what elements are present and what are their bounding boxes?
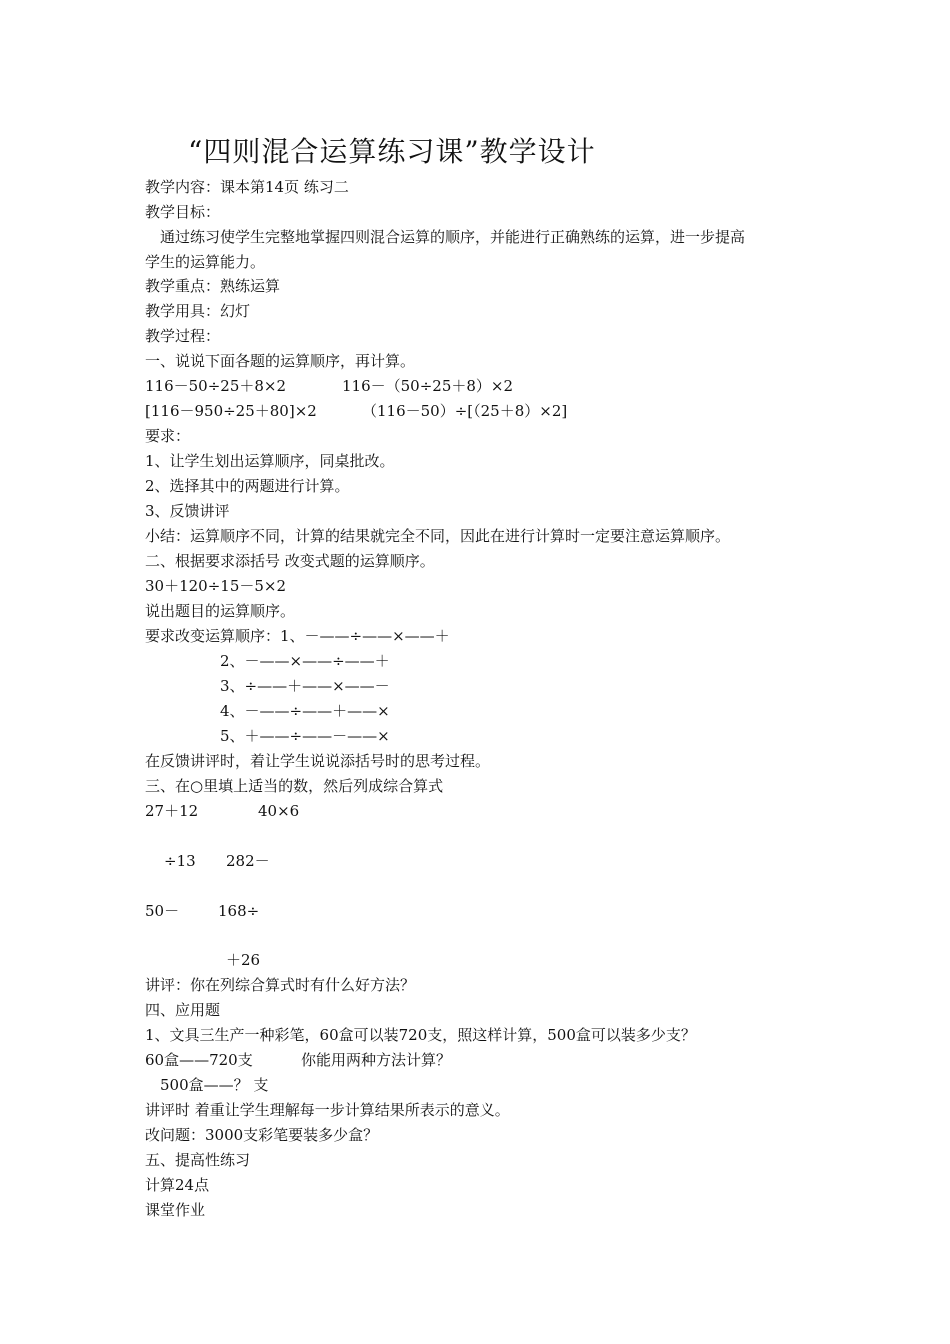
diagram-label: ÷13 [164,852,196,870]
diagram-label: ＋26 [226,951,261,969]
text-line: 2、－——×——÷——＋ [220,652,390,670]
expression: [116－950÷25＋80]×2 [145,402,317,420]
text-line: 1、文具三生产一种彩笔，60盒可以装720支，照这样计算，500盒可以装多少支？ [145,1026,696,1044]
text-line: 教学过程： [145,327,221,345]
diagram-label: 40×6 [258,802,300,820]
expression: 116－50÷25＋8×2 [145,377,287,395]
text-line: 3、÷——＋——×——－ [220,677,390,695]
text-line: 讲评：你在列综合算式时有什么好方法？ [145,976,416,994]
text-line: 通过练习使学生完整地掌握四则混合运算的顺序，并能进行正确熟练的运算，进一步提高 [160,228,746,246]
text-line: 教学内容：课本第14页 练习二 [145,178,349,196]
expression: 116－（50÷25＋8）×2 [342,377,514,395]
page-title: “四则混合运算练习课”教学设计 [188,135,596,168]
text-line: 小结：运算顺序不同，计算的结果就完全不同，因此在进行计算时一定要注意运算顺序。 [145,527,731,545]
text-line: 500盒——？ 支 [160,1076,269,1094]
text-line: 三、在○里填上适当的数，然后列成综合算式 [145,777,444,795]
text-line: 计算24点 [145,1176,210,1194]
text-line: 60盒——720支 [145,1051,253,1069]
text-line: 教学用具：幻灯 [145,302,251,320]
text-line: 要求改变运算顺序：1、－——÷——×——＋ [145,627,450,645]
diagram-label: 27＋12 [145,802,199,820]
diagram-label: 50－ [145,902,180,920]
text-line: 四、应用题 [145,1001,221,1019]
text-line: 五、提高性练习 [145,1151,251,1169]
text-line: 一、说说下面各题的运算顺序，再计算。 [145,352,416,370]
text-line: 教学重点：熟练运算 [145,277,281,295]
text-line: 讲评时 着重让学生理解每一步计算结果所表示的意义。 [145,1101,510,1119]
text-line: 4、－——÷——＋——× [220,702,390,720]
text-line: 说出题目的运算顺序。 [145,602,296,620]
text-line: 在反馈讲评时，着让学生说说添括号时的思考过程。 [145,752,491,770]
text-line: 要求： [145,427,191,445]
text-line: 你能用两种方法计算？ [301,1051,452,1069]
text-line: 1、让学生划出运算顺序，同桌批改。 [145,452,395,470]
text-line: 学生的运算能力。 [145,253,266,271]
expression: （116－50）÷[（25＋8）×2] [362,402,568,420]
diagram-label: 168÷ [218,902,260,920]
diagram-label: 282－ [226,852,270,870]
text-line: 5、＋——÷——－——× [220,727,390,745]
text-line: 3、反馈讲评 [145,502,230,520]
text-line: 教学目标： [145,203,221,221]
text-line: 二、根据要求添括号 改变式题的运算顺序。 [145,552,435,570]
expression: 30＋120÷15－5×2 [145,577,287,595]
text-line: 2、选择其中的两题进行计算。 [145,477,350,495]
text-line: 改问题：3000支彩笔要装多少盒？ [145,1126,379,1144]
text-line: 课堂作业 [145,1201,206,1219]
